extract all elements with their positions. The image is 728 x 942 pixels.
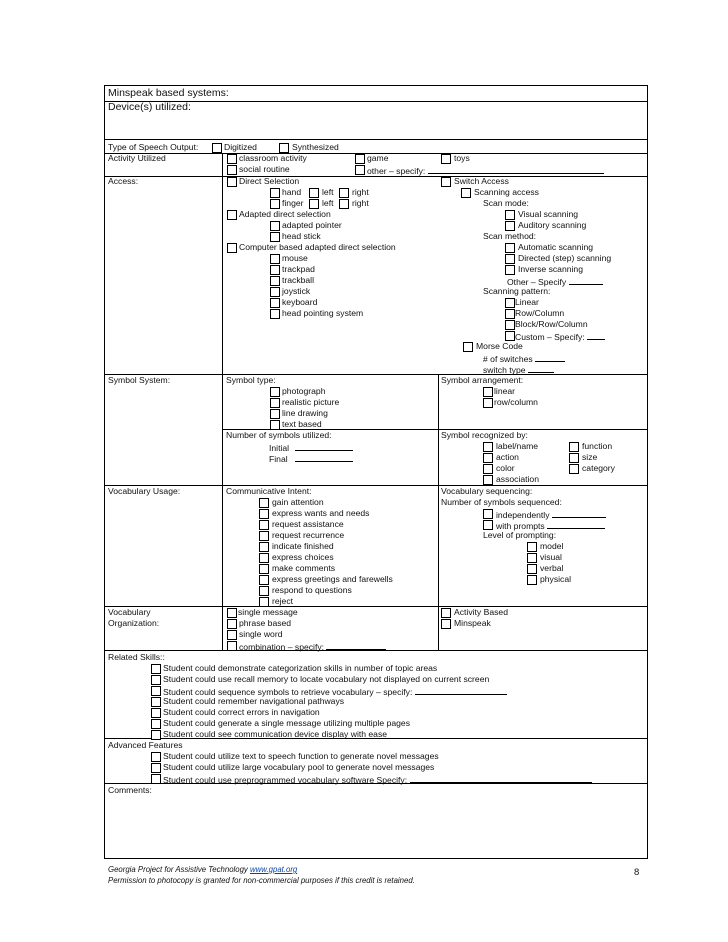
seq-count-label: Number of symbols sequenced: (441, 497, 562, 507)
line-drawing-checkbox[interactable] (270, 409, 280, 419)
symbol-system-label: Symbol System: (108, 375, 171, 385)
game-checkbox[interactable] (355, 154, 365, 164)
arr-linear-label: linear (494, 386, 516, 396)
minspeak-label: Minspeak (454, 618, 491, 628)
skill-checkbox[interactable] (151, 686, 161, 696)
other-specify-label: Other – Specify (507, 275, 603, 288)
function-label: function (582, 441, 613, 451)
final-label: Final (269, 452, 353, 465)
visual-label: visual (540, 552, 562, 562)
switch-checkbox[interactable] (441, 177, 451, 187)
skill-checkbox[interactable] (151, 730, 161, 740)
hand-label: hand (282, 187, 302, 197)
sequencing-label: Vocabulary sequencing: (441, 486, 533, 496)
label-name-checkbox[interactable] (483, 442, 493, 452)
scan-method-label: Scan method: (483, 231, 537, 241)
comments-area[interactable] (105, 797, 646, 857)
trackpad-label: trackpad (282, 264, 315, 274)
computer-checkbox[interactable] (227, 243, 237, 253)
scanning-access-label: Scanning access (474, 187, 539, 197)
directed-checkbox[interactable] (505, 254, 515, 264)
activity-based-label: Activity Based (454, 607, 508, 617)
direct-checkbox[interactable] (227, 177, 237, 187)
recognized-label: Symbol recognized by: (441, 430, 528, 440)
hand-left-label: left (322, 187, 334, 197)
finger-label: finger (282, 198, 304, 208)
inverse-checkbox[interactable] (505, 265, 515, 275)
switch-label: Switch Access (454, 176, 509, 186)
mouse-checkbox[interactable] (270, 254, 280, 264)
computer-label: Computer based adapted direct selection (239, 242, 396, 252)
independently-label: independently (496, 508, 606, 521)
category-checkbox[interactable] (569, 464, 579, 474)
vocab-org-label-2: Organization: (108, 618, 160, 628)
single-word-checkbox[interactable] (227, 630, 237, 640)
head-pointing-checkbox[interactable] (270, 309, 280, 319)
skill-item: Student could sequence symbols to retrieve vocabulary – specify: (163, 685, 507, 698)
synthesized-label: Synthesized (292, 142, 339, 152)
photograph-checkbox[interactable] (270, 387, 280, 397)
morse-label: Morse Code (476, 341, 523, 351)
intent-checkbox[interactable] (259, 564, 269, 574)
feature-checkbox[interactable] (151, 763, 161, 773)
skill-item: Student could correct errors in navigation (163, 707, 320, 717)
num-switches-label: # of switches (483, 352, 565, 365)
morse-checkbox[interactable] (463, 342, 473, 352)
column-divider (222, 153, 223, 650)
footer-permission: Permission to photocopy is granted for non-commercial purposes if this credit is retained. (108, 876, 415, 885)
trackball-checkbox[interactable] (270, 276, 280, 286)
skill-checkbox[interactable] (151, 664, 161, 674)
custom-label: Custom – Specify: (515, 330, 605, 343)
physical-label: physical (540, 574, 572, 584)
intent-item: request assistance (272, 519, 344, 529)
photograph-label: photograph (282, 386, 326, 396)
combination-label: combination – specify: (239, 640, 386, 653)
devices-label: Device(s) utilized: (108, 101, 191, 113)
hand-right-label: right (352, 187, 369, 197)
visual-scanning-label: Visual scanning (518, 209, 579, 219)
text-based-label: text based (282, 419, 322, 429)
hand-checkbox[interactable] (270, 188, 280, 198)
color-label: color (496, 463, 515, 473)
arr-linear-checkbox[interactable] (483, 387, 493, 397)
direct-label: Direct Selection (239, 176, 300, 186)
association-checkbox[interactable] (483, 475, 493, 485)
feature-checkbox[interactable] (151, 752, 161, 762)
skill-item: Student could use recall memory to locate vocabulary not displayed on current screen (163, 674, 490, 684)
single-message-checkbox[interactable] (227, 608, 237, 618)
intent-checkbox[interactable] (259, 553, 269, 563)
joystick-checkbox[interactable] (270, 287, 280, 297)
intent-label: Communicative Intent: (226, 486, 312, 496)
intent-item: indicate finished (272, 541, 334, 551)
footer-credit (108, 865, 297, 874)
action-label: action (496, 452, 519, 462)
physical-checkbox[interactable] (527, 575, 537, 585)
symbol-type-label: Symbol type: (226, 375, 276, 385)
block-label: Block/Row/Column (515, 319, 588, 329)
intent-checkbox[interactable] (259, 520, 269, 530)
intent-item: request recurrence (272, 530, 345, 540)
block-checkbox[interactable] (505, 320, 515, 330)
divider (105, 139, 647, 140)
linear-checkbox[interactable] (505, 298, 515, 308)
social-checkbox[interactable] (227, 165, 237, 175)
finger-left-checkbox[interactable] (309, 199, 319, 209)
skill-checkbox[interactable] (151, 675, 161, 685)
minspeak-checkbox[interactable] (441, 619, 451, 629)
finger-checkbox[interactable] (270, 199, 280, 209)
intent-item: reject (272, 596, 294, 606)
finger-right-checkbox[interactable] (339, 199, 349, 209)
row-column-checkbox[interactable] (505, 309, 515, 319)
trackpad-checkbox[interactable] (270, 265, 280, 275)
other-label: other – specify: (367, 164, 604, 177)
size-checkbox[interactable] (569, 453, 579, 463)
page-number: 8 (634, 867, 640, 878)
label-name-label: label/name (496, 441, 539, 451)
divider (105, 485, 647, 486)
intent-checkbox[interactable] (259, 575, 269, 585)
skill-checkbox[interactable] (151, 719, 161, 729)
comments-label: Comments: (108, 785, 152, 795)
head-stick-label: head stick (282, 231, 321, 241)
realistic-label: realistic picture (282, 397, 340, 407)
function-checkbox[interactable] (569, 442, 579, 452)
skill-checkbox[interactable] (151, 697, 161, 707)
intent-item: express greetings and farewells (272, 574, 393, 584)
intent-checkbox[interactable] (259, 586, 269, 596)
intent-item: make comments (272, 563, 336, 573)
footer-org: Georgia Project for Assistive Technology (108, 865, 248, 874)
arrangement-label: Symbol arrangement: (441, 375, 524, 385)
divider (105, 374, 647, 375)
scan-mode-label: Scan mode: (483, 198, 529, 208)
line-drawing-label: line drawing (282, 408, 328, 418)
vocab-usage-label: Vocabulary Usage: (108, 486, 181, 496)
visual-checkbox[interactable] (527, 553, 537, 563)
head-stick-checkbox[interactable] (270, 232, 280, 242)
arr-row-column-label: row/column (494, 397, 538, 407)
independently-checkbox[interactable] (483, 509, 493, 519)
automatic-checkbox[interactable] (505, 243, 515, 253)
mouse-label: mouse (282, 253, 308, 263)
skill-checkbox[interactable] (151, 708, 161, 718)
classroom-label: classroom activity (239, 153, 307, 163)
feature-item: Student could use preprogrammed vocabulary software Specify: (163, 773, 592, 786)
phrase-checkbox[interactable] (227, 619, 237, 629)
social-label: social routine (239, 164, 290, 174)
hand-left-checkbox[interactable] (309, 188, 319, 198)
divider (105, 606, 647, 607)
toys-label: toys (454, 153, 470, 163)
with-prompts-checkbox[interactable] (483, 520, 493, 530)
digitized-checkbox[interactable] (212, 143, 222, 153)
prompt-level-label: Level of prompting: (483, 530, 557, 540)
initial-label: Initial (269, 441, 353, 454)
arr-row-column-checkbox[interactable] (483, 398, 493, 408)
intent-item: express choices (272, 552, 334, 562)
vocab-org-label: Vocabulary (108, 607, 151, 617)
intent-checkbox[interactable] (259, 498, 269, 508)
model-label: model (540, 541, 564, 551)
combination-checkbox[interactable] (227, 641, 237, 651)
intent-item: gain attention (272, 497, 324, 507)
footer-link[interactable]: www.gpat.org (250, 865, 298, 874)
game-label: game (367, 153, 389, 163)
row-column-label: Row/Column (515, 308, 565, 318)
realistic-checkbox[interactable] (270, 398, 280, 408)
keyboard-checkbox[interactable] (270, 298, 280, 308)
single-word-label: single word (239, 629, 283, 639)
related-skills-label: Related Skills:: (108, 652, 165, 662)
pattern-label: Scanning pattern: (483, 286, 551, 296)
speech-output-label: Type of Speech Output: (108, 142, 199, 152)
text-based-checkbox[interactable] (270, 420, 280, 430)
feature-item: Student could utilize text to speech function to generate novel messages (163, 751, 439, 761)
switch-type-label: switch type (483, 363, 554, 376)
intent-item: express wants and needs (272, 508, 370, 518)
adapted-pointer-checkbox[interactable] (270, 221, 280, 231)
linear-label: Linear (515, 297, 539, 307)
skill-item: Student could remember navigational pathways (163, 696, 345, 706)
phrase-label: phrase based (239, 618, 292, 628)
skill-item: Student could see communication device display with ease (163, 729, 388, 739)
intent-checkbox[interactable] (259, 542, 269, 552)
verbal-checkbox[interactable] (527, 564, 537, 574)
feature-item: Student could utilize large vocabulary pool to generate novel messages (163, 762, 435, 772)
synthesized-checkbox[interactable] (279, 143, 289, 153)
adapted-pointer-label: adapted pointer (282, 220, 342, 230)
finger-left-label: left (322, 198, 334, 208)
adapted-direct-checkbox[interactable] (227, 210, 237, 220)
auditory-scanning-label: Auditory scanning (518, 220, 587, 230)
keyboard-label: keyboard (282, 297, 318, 307)
finger-right-label: right (352, 198, 369, 208)
joystick-label: joystick (282, 286, 311, 296)
trackball-label: trackball (282, 275, 314, 285)
automatic-label: Automatic scanning (518, 242, 593, 252)
intent-checkbox[interactable] (259, 597, 269, 607)
with-prompts-label: with prompts (496, 519, 605, 532)
intent-checkbox[interactable] (259, 509, 269, 519)
other-checkbox[interactable] (355, 165, 365, 175)
hand-right-checkbox[interactable] (339, 188, 349, 198)
verbal-label: verbal (540, 563, 564, 573)
color-checkbox[interactable] (483, 464, 493, 474)
number-symbols-label: Number of symbols utilized: (226, 430, 332, 440)
access-label: Access: (108, 176, 139, 186)
model-checkbox[interactable] (527, 542, 537, 552)
intent-checkbox[interactable] (259, 531, 269, 541)
advanced-features-label: Advanced Features (108, 740, 183, 750)
single-message-label: single message (238, 607, 298, 617)
column-divider (438, 374, 439, 650)
adapted-direct-label: Adapted direct selection (239, 209, 331, 219)
auditory-scanning-checkbox[interactable] (505, 221, 515, 231)
feature-checkbox[interactable] (151, 774, 161, 784)
intent-item: respond to questions (272, 585, 352, 595)
activity-label: Activity Utilized (108, 153, 166, 163)
custom-checkbox[interactable] (505, 331, 515, 341)
directed-label: Directed (step) scanning (518, 253, 612, 263)
head-pointing-label: head pointing system (282, 308, 364, 318)
category-label: category (582, 463, 615, 473)
digitized-label: Digitized (224, 142, 257, 152)
activity-based-checkbox[interactable] (441, 608, 451, 618)
action-checkbox[interactable] (483, 453, 493, 463)
skill-item: Student could demonstrate categorization skills in number of topic areas (163, 663, 438, 673)
visual-scanning-checkbox[interactable] (505, 210, 515, 220)
classroom-checkbox[interactable] (227, 154, 237, 164)
assessment-form (104, 85, 648, 859)
section-title: Minspeak based systems: (108, 87, 229, 99)
scanning-access-checkbox[interactable] (461, 188, 471, 198)
inverse-label: Inverse scanning (518, 264, 583, 274)
size-label: size (582, 452, 598, 462)
skill-item: Student could generate a single message utilizing multiple pages (163, 718, 410, 728)
association-label: association (496, 474, 539, 484)
toys-checkbox[interactable] (441, 154, 451, 164)
